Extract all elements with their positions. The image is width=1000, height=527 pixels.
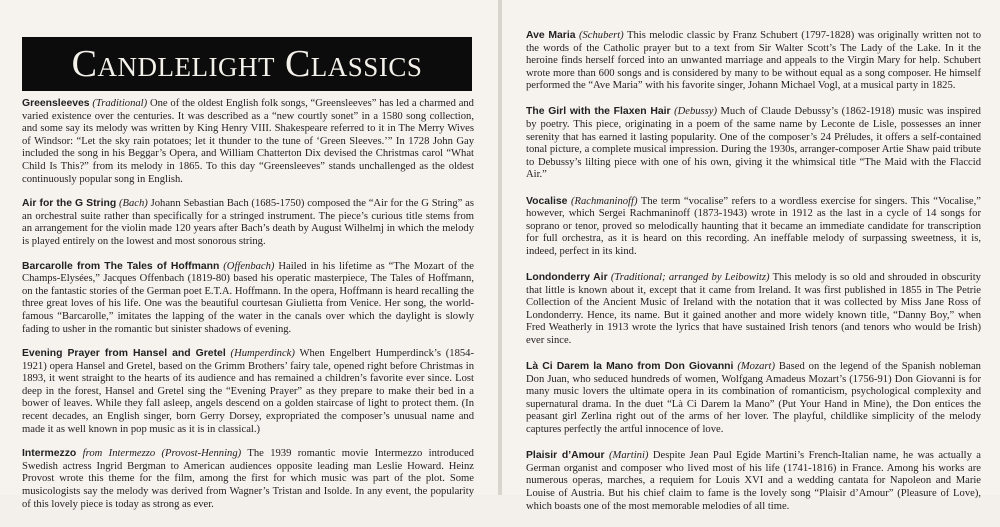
entry-text: Despite Jean Paul Egide Martini’s French-Italian name, he was actually a German organist and composer who lived most of his life (1741-1816) in France. Among his works are numerous operas, marches, a requiem for Louis XVI and a wedding cantata for Napoleon and Marie Louise of Austria. But his chief claim to fame is the lovely song “Plaisir d’Amour” (Pleasure of Love), which boasts one of the most memorable melodies of all time. [526, 450, 982, 512]
entry-composer: (Traditional; arranged by Leibowitz) [610, 272, 770, 283]
entry-composer: (Rachmaninoff) [570, 195, 638, 207]
right-page [502, 0, 1000, 512]
entry [526, 196, 981, 259]
entry-title: The Girl with the Flaxen Hair [526, 106, 671, 118]
entry-composer: (Offenbach) [223, 260, 275, 272]
entry [526, 450, 981, 513]
entry [22, 98, 474, 186]
left-column [22, 98, 474, 523]
entry-title: Evening Prayer from Hansel and Gretel [22, 348, 226, 360]
entry-composer: from Intermezzo (Provost-Henning) [82, 448, 242, 460]
entry-title: Vocalise [526, 195, 568, 207]
entry-text: This melody is so old and shrouded in obscurity that little is known about it, except that it came from Ireland. It was first published in 1855 in The Petrie Collection of the Ancient Music of Ireland with the notation that it was collected by Miss Jane Ross of Londonderry. Hence, its name. But it gained another and more widely known title, “Danny Boy,” when Fred Weatherly in 1913 wrote the lyrics that have sustained Irish tenors (and tenors who would be Irish) ever since. [526, 272, 981, 346]
entry [22, 348, 474, 436]
entry-title: Ave Maria [526, 30, 576, 41]
entry [22, 198, 474, 248]
entry-text: Based on the legend of the Spanish nobleman Don Juan, who seduced hundreds of women, Wolfgang Amadeus Mozart’s (1756-91) Don Giovanni is for many music lovers the ultimate opera in its combination of romanticism, psychological complexity and supernatural drama. In the duet “Là Ci Darem la Mano” (Put Your Hand in Mine), the Don entices the peasant girl Zerlina right out of the arms of her lover. The playful, childlike simplicity of the melody captures perfectly the artful innocence of love. [526, 361, 981, 436]
entry-text: When Engelbert Humperdinck’s (1854-1921) opera Hansel and Gretel, based on the Grimm Brothers’ fairy tale, opened right before Christmas in 1893, it went straight to the hearts of its audience and has remained a children’s favorite ever since. Lost deep in the forest, Hansel and Gretel sing the “Evening Prayer” as they prepare to make their bed in a bower of leaves. While they fall asleep, angels descend on a golden staircase of light to protect them. (In recent decades, an English singer, born Gerry Dorsey, expropriated the composer’s unusual name and made it as well known in pop music as it is in classical.) [22, 348, 475, 435]
entry-composer: (Traditional) [92, 98, 148, 109]
left-page [0, 0, 498, 510]
entry-text: This melodic classic by Franz Schubert (1797-1828) was originally written not to the words of the Catholic prayer but to a text from Sir Walter Scott’s The Lady of the Lake. In it the heroine finds herself forced into an unwanted marriage and appeals to the Virgin Mary for help. Schubert wrote more than 600 songs and is considered by many to be without equal as a song composer. He himself performed the “Ave Maria” with his favorite singer, Johann Michael Vogl, at a musical party in 1825. [526, 30, 981, 92]
entry-composer: (Mozart) [737, 361, 775, 373]
entry-title: Air for the G String [22, 198, 117, 210]
entry-text: Johann Sebastian Bach (1685-1750) composed the “Air for the G String” as an orchestral suite rather than specifically for a stringed instrument. The piece’s curious title stems from an arrangement for the violin made 120 years after Bach’s death by August Wilhelmj in which the melody is played entirely on the lowest and most sonorous string. [22, 198, 474, 247]
entry-title: Londonderry Air [526, 272, 608, 283]
entry-title: Plaisir d’Amour [526, 450, 605, 462]
entry-composer: (Bach) [118, 198, 148, 210]
entry-composer: (Humperdinck) [230, 348, 295, 360]
entry-composer: (Debussy) [674, 106, 718, 118]
entry-text: Hailed in his lifetime as “The Mozart of the Champs-Elysées,” Jacques Offenbach (1819-80) based his operatic masterpiece, The Tales of Hoffmann, on the fantastic stories of the German poet E.T.A. Hoffmann. In the opera, Hoffmann is heard recalling the three great loves of his life. One was the beautiful courtesan Giulietta from Venice. Her song, the world-famous “Barcarolle,” imitates the lapping of the water in the canals over which the daylight is slowly fading to usher in the romantic but sinister shadows of evening. [22, 260, 474, 335]
entry-composer: (Martini) [609, 450, 649, 462]
entry [526, 30, 981, 93]
entry-text: The term “vocalise” refers to a wordless exercise for singers. This “Vocalise,” however, which Sergei Rachmaninoff (1873-1943) wrote in 1912 as the last in a cycle of 14 songs for soprano or tenor, proved so melodically haunting that it became an immediate candidate for transcription for full orchestra, as it is heard on this recording. An ineffable melody of surpassing sweetness, it is, indeed, perfect in its kind. [526, 195, 981, 257]
entry-text: The 1939 romantic movie Intermezzo introduced Swedish actress Ingrid Bergman to American audiences opposite leading man Leslie Howard. Heinz Provost wrote this theme for the film, among the first for which music was part of the plot. Some musicologists say the melody was derived from Wagner’s Tristan and Isolde. In any event, the popularity of this lovely piece is today as strong as ever. [22, 448, 474, 510]
banner-title: Candlelight Classics [22, 37, 472, 91]
entry [526, 361, 981, 437]
entry [526, 272, 981, 348]
entry-title: Greensleeves [22, 98, 90, 109]
entry-composer: (Schubert) [578, 30, 624, 41]
entry-title: Barcarolle from The Tales of Hoffmann [22, 260, 220, 272]
entry [22, 448, 474, 511]
entry-title: Là Ci Darem la Mano from Don Giovanni [526, 361, 734, 373]
entry-text: Much of Claude Debussy’s (1862-1918) music was inspired by poetry. This piece, originating in a poem of the same name by Leconte de Lisle, possesses an inner serenity that has earned it lasting popularity. One of the composer’s 24 Préludes, it offers a self-contained tonal picture, a complete musical impression. During the 1930s, arranger-composer Artie Shaw paid tribute to Debussy’s lilting piece with one of his own, giving it the whimsical title “The Maid with the Flaccid Air.” [526, 106, 981, 181]
right-column [526, 30, 981, 527]
entry-text: One of the oldest English folk songs, “Greensleeves” has led a charmed and varied existence over the centuries. It was described as a “new courtly sonet” in a 1580 song collection, and some say its melody was written by King Henry VIII. Shakespeare referred to it in The Merry Wives of Windsor: “Let the sky rain potatoes; let it thunder to the tune of ‘Green Sleeves.’” In 1728 John Gay included the song in his Beggar’s Opera, and William Chatterton Dix devised the Christmas carol “What Child Is This?” from its melody in 1865. To this day “Greensleeves” stands unchallenged as the oldest continuously popular song in English. [22, 98, 474, 185]
entry [22, 261, 474, 337]
entry-title: Intermezzo [22, 448, 77, 460]
entry [526, 106, 981, 182]
